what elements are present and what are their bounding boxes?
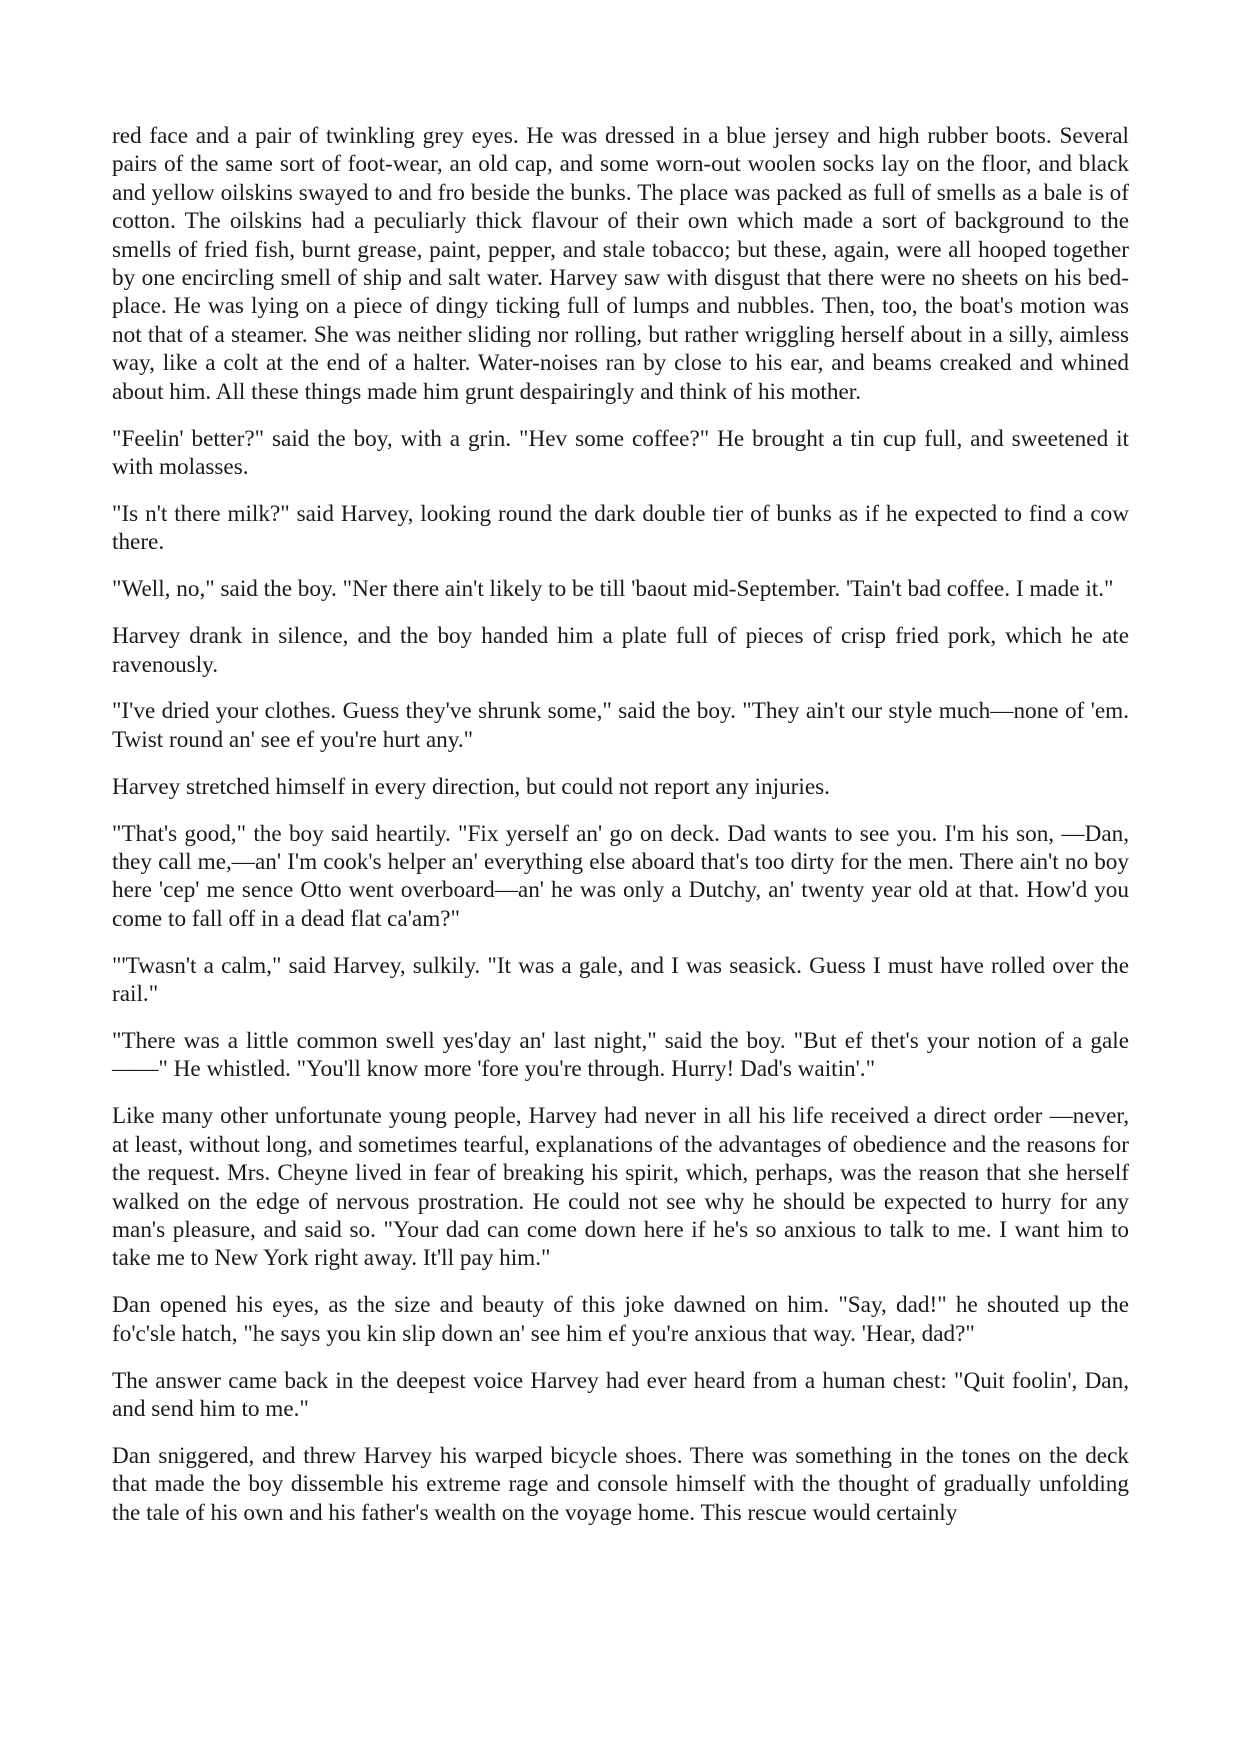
paragraph: "Feelin' better?" said the boy, with a grin. "Hev some coffee?" He brought a tin cup full, and sweetened it with molasses. [112,425,1129,480]
paragraph: red face and a pair of twinkling grey eyes. He was dressed in a blue jersey and high rubber boots. Several pairs of the same sort of foot-wear, an old cap, and some worn-out woolen socks lay on the floor, and black and yellow oilskins swayed to and fro beside the bunks. The place was packed as full of smells as a bale is of cotton. The oilskins had a peculiarly thick flavour of their own which made a sort of background to the smells of fried fish, burnt grease, paint, pepper, and stale tobacco; but these, again, were all hooped together by one encircling smell of ship and salt water. Harvey saw with disgust that there were no sheets on his bed-place. He was lying on a piece of dingy ticking full of lumps and nubbles. Then, too, the boat's motion was not that of a steamer. She was neither sliding nor rolling, but rather wriggling herself about in a silly, aimless way, like a colt at the end of a halter. Water-noises ran by close to his ear, and beams creaked and whined about him. All these things made him grunt despairingly and think of his mother. [112,123,1129,405]
paragraph: Dan sniggered, and threw Harvey his warped bicycle shoes. There was something in the tones on the deck that made the boy dissemble his extreme rage and console himself with the thought of gradually unfolding the tale of his own and his father's wealth on the voyage home. This rescue would certainly [112,1442,1129,1526]
paragraph: "Is n't there milk?" said Harvey, looking round the dark double tier of bunks as if he expected to find a cow there. [112,500,1129,556]
paragraph: "There was a little common swell yes'day an' last night," said the boy. "But ef thet's your notion of a gale——" He whistled. "You'll know more 'fore you're through. Hurry! Dad's waitin'." [112,1028,1129,1083]
paragraph: "That's good," the boy said heartily. "Fix yerself an' go on deck. Dad wants to see you. I'm his son, —Dan, they call me,—an' I'm cook's helper an' everything else aboard that's too dirty for the men. There ain't no boy here 'cep' me sence Otto went overboard—an' he was only a Dutchy, an' twenty year old at that. How'd you come to fall off in a dead flat ca'am?" [112,820,1129,932]
paragraph: Harvey drank in silence, and the boy handed him a plate full of pieces of crisp fried pork, which he ate ravenously. [112,623,1129,678]
paragraph: The answer came back in the deepest voice Harvey had ever heard from a human chest: "Quit foolin', Dan, and send him to me." [112,1367,1129,1423]
paragraph: "I've dried your clothes. Guess they've shrunk some," said the boy. "They ain't our style much—none of 'em. Twist round an' see ef you're hurt any." [112,698,1129,753]
paragraph: Dan opened his eyes, as the size and beauty of this joke dawned on him. "Say, dad!" he shouted up the fo'c'sle hatch, "he says you kin slip down an' see him ef you're anxious that way. 'Hear, dad?" [112,1292,1129,1347]
paragraph: Like many other unfortunate young people, Harvey had never in all his life received a direct order —never, at least, without long, and sometimes tearful, explanations of the advantages of obedience and the reasons for the request. Mrs. Cheyne lived in fear of breaking his spirit, which, perhaps, was the reason that she herself walked on the edge of nervous prostration. He could not see why he should be expected to hurry for any man's pleasure, and said so. "Your dad can come down here if he's so anxious to talk to me. I want him to take me to New York right away. It'll pay him." [112,1103,1129,1272]
paragraph: "'Twasn't a calm," said Harvey, sulkily. "It was a gale, and I was seasick. Guess I must have rolled over the rail." [112,952,1129,1008]
page-text [112,122,1129,1527]
paragraph: "Well, no," said the boy. "Ner there ain't likely to be till 'baout mid-September. 'Tain't bad coffee. I made it." [112,576,1114,603]
paragraph: Harvey stretched himself in every direction, but could not report any injuries. [112,773,830,800]
